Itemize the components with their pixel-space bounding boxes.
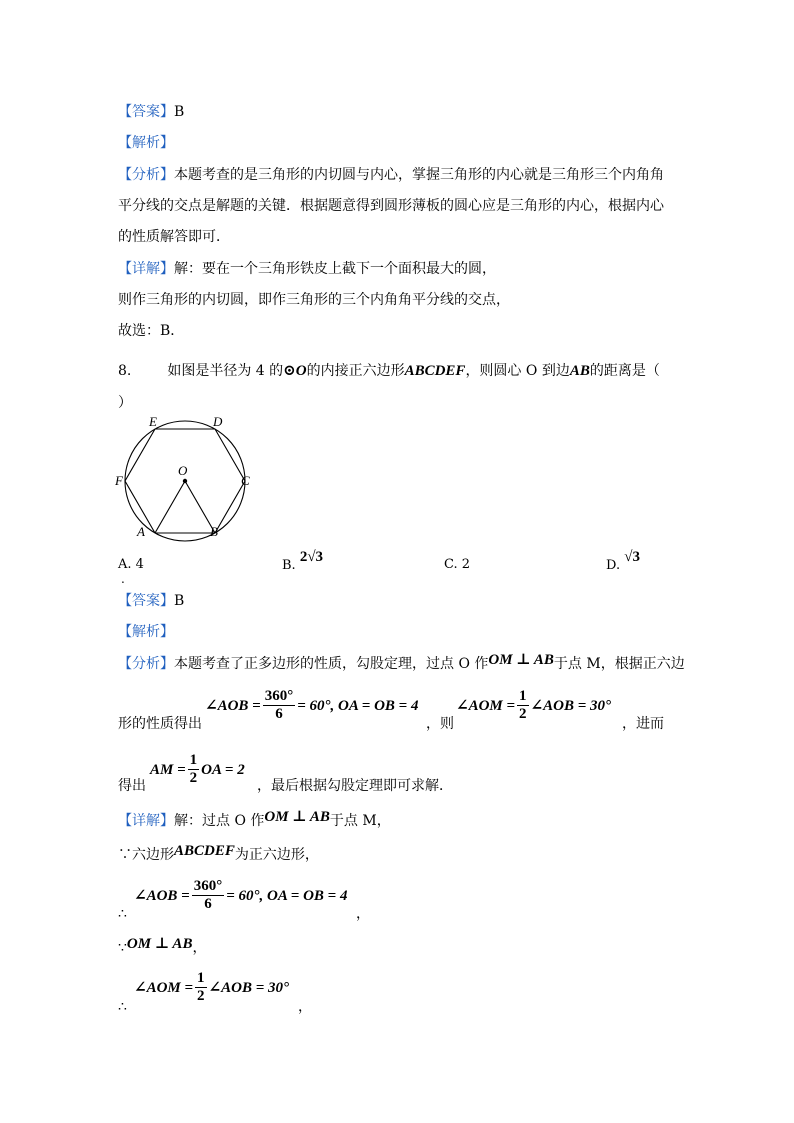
center-point: [183, 479, 187, 483]
frac-numerator: 360°: [264, 688, 294, 704]
frac-1-2: [195, 970, 207, 1005]
answer-tag: 【答案】: [118, 593, 174, 609]
q7-detail-line2: 则作三角形的内切圆，即作三角形的三个内角角平分线的交点，: [118, 292, 510, 308]
last-step-text: ，最后根据勾股定理即可求解．: [257, 778, 453, 794]
option-d: [606, 549, 640, 574]
jiner-text: ，进而: [622, 716, 664, 732]
q8-analysis-tag: 【解析】: [118, 624, 174, 640]
option-b: [282, 549, 324, 574]
comma-then: ，则: [426, 716, 454, 732]
math-om-perp-ab: OM ⊥ AB: [488, 652, 554, 668]
math-60-oa-ob: = 60°, OA = OB = 4: [297, 698, 419, 714]
frac-numerator: 1: [189, 752, 198, 768]
option-b-prefix: B.: [282, 558, 296, 573]
frac-360-6: [263, 688, 296, 723]
therefore-symbol-1: ∴: [118, 906, 127, 922]
label-c: C: [241, 473, 250, 488]
frac-360-6: [192, 878, 225, 913]
detail-tag: 【详解】: [118, 813, 174, 829]
math-angle-aob: ∠AOB =: [205, 698, 261, 714]
answer-value: B: [174, 104, 185, 120]
q7-analysis-tag: 【解析】: [118, 135, 174, 151]
label-f: F: [115, 473, 123, 488]
option-c: C. 2: [444, 557, 471, 572]
option-a-dot: .: [121, 572, 125, 586]
answer-tag: 【答案】: [118, 104, 174, 120]
frac-denominator: 6: [204, 896, 212, 912]
eq-detail-aob-60: [134, 878, 347, 913]
math-angle-aom: ∠AOM =: [134, 980, 194, 996]
frac-denominator: 6: [275, 706, 283, 722]
eq-detail-aom-30: [134, 970, 289, 1005]
label-a: A: [137, 524, 145, 539]
stem-text: 如图是半径为 4 的: [167, 363, 284, 379]
frac-numerator: 360°: [193, 878, 223, 894]
math-oa-2: OA = 2: [201, 762, 245, 778]
math-aob-30: ∠AOB = 30°: [530, 698, 612, 714]
option-a: A. 4: [118, 557, 144, 572]
q8-fenxi-line3-start: 得出: [118, 778, 146, 794]
because-text: 为正六边形，: [234, 847, 319, 863]
option-d-prefix: D.: [606, 558, 621, 573]
math-om-perp-ab: OM ⊥ AB: [264, 809, 330, 825]
q8-detail-because2: [118, 936, 207, 957]
label-b: B: [210, 524, 218, 539]
comma: ，: [298, 999, 312, 1015]
detail-text: 解：要在一个三角形铁皮上截下一个面积最大的圆，: [174, 261, 496, 277]
stem-text: 的内接正六边形: [306, 363, 405, 379]
stem-text: ，则圆心 O 到边: [465, 363, 570, 379]
fenxi-text: 于点 M，根据正六边: [553, 656, 685, 672]
segment-oa: [155, 481, 185, 533]
q8-fenxi-line1: [118, 652, 685, 673]
math-angle-aom: ∠AOM =: [456, 698, 516, 714]
eq-aob-60: [205, 688, 418, 723]
fenxi-text: 本题考查的是三角形的内切圆与内心，掌握三角形的内心就是三角形三个内角角: [174, 167, 664, 183]
q7-fenxi-line1: [118, 166, 664, 184]
detail-text: 于点 M，: [329, 813, 391, 829]
q8-detail-line1: [118, 809, 391, 830]
frac-denominator: 2: [519, 706, 527, 722]
label-e: E: [149, 415, 157, 429]
q8-answer-line: [118, 592, 184, 610]
because-symbol: ∵: [118, 940, 127, 956]
math-om-perp-ab: OM ⊥ AB: [126, 936, 193, 952]
q8-stem: [118, 362, 660, 380]
q8-stem-close: ）: [118, 395, 132, 411]
option-d-value: √3: [624, 549, 640, 565]
q8-detail-because1: [118, 843, 319, 864]
eq-am-2: [150, 752, 245, 787]
math-angle-aob: ∠AOB =: [134, 888, 190, 904]
frac-denominator: 2: [189, 770, 198, 786]
label-d: D: [213, 415, 223, 429]
question-number: 8.: [118, 363, 132, 379]
answer-value: B: [174, 593, 185, 609]
q7-detail-line1: [118, 260, 496, 278]
q7-fenxi-line2: 平分线的交点是解题的关键．根据题意得到圆形薄板的圆心应是三角形的内心，根据内心: [118, 198, 664, 214]
option-b-value: 2√3: [299, 549, 324, 565]
q8-fenxi-line2-text: 形的性质得出: [118, 716, 202, 732]
comma: ，: [192, 940, 207, 956]
stem-text: 的距离是（: [589, 363, 660, 379]
math-60-oa-ob: = 60°, OA = OB = 4: [226, 888, 348, 904]
frac-denominator: 2: [197, 988, 205, 1004]
frac-1-2: [517, 688, 529, 723]
detail-tag: 【详解】: [118, 261, 174, 277]
frac-1-2: [188, 752, 200, 787]
label-o: O: [178, 463, 188, 478]
math-am: AM =: [150, 762, 186, 778]
fenxi-tag: 【分析】: [118, 656, 174, 672]
hexagon-name: ABCDEF: [404, 363, 466, 379]
math-aob-30: ∠AOB = 30°: [208, 980, 290, 996]
because-text: ∵六边形: [118, 847, 174, 863]
therefore-symbol-2: ∴: [118, 999, 127, 1015]
comma: ，: [356, 906, 370, 922]
frac-numerator: 1: [197, 970, 205, 986]
hexagon-name: ABCDEF: [174, 843, 235, 859]
q7-detail-line3: 故选：B．: [118, 323, 185, 339]
q7-answer-line: [118, 103, 184, 121]
circle-symbol: ⊙O: [283, 363, 307, 379]
eq-aom-30: [456, 688, 611, 723]
q7-fenxi-line3: 的性质解答即可．: [118, 229, 230, 245]
detail-text: 解：过点 O 作: [174, 813, 265, 829]
side-name: AB: [569, 363, 590, 379]
fenxi-tag: 【分析】: [118, 167, 174, 183]
frac-numerator: 1: [519, 688, 527, 704]
fenxi-text: 本题考查了正多边形的性质，勾股定理，过点 O 作: [174, 656, 489, 672]
hexagon-figure: [115, 415, 260, 545]
